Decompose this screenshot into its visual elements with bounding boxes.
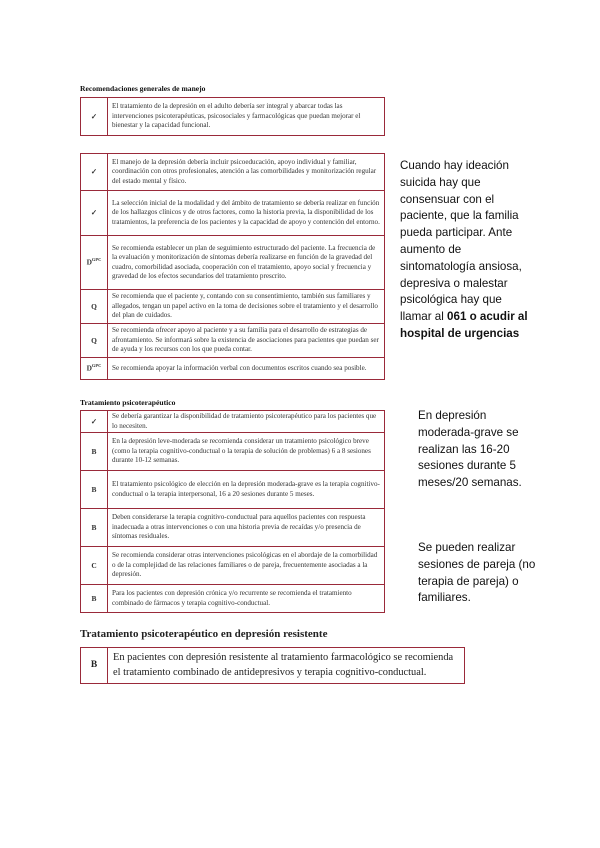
grade-cell: Q (81, 324, 108, 358)
grade-cell (81, 236, 108, 290)
grade-cell: B (81, 433, 108, 471)
table-row (81, 509, 385, 547)
recommendation-text: Se recomienda apoyar la información verbal con documentos escritos cuando sea posible. (108, 358, 385, 380)
grade-cell: ✓ (81, 98, 108, 136)
table-row (81, 236, 385, 290)
grade-cell: B (81, 648, 108, 684)
table-row (81, 585, 385, 613)
side-note-couple-sessions: Se pueden realizar sesiones de pareja (no terapia de pareja) o familiares. (418, 541, 536, 605)
table-management (80, 153, 385, 380)
table-row (81, 98, 385, 136)
section-title-psychotherapy: Tratamiento psicoterapéutico (80, 398, 176, 407)
recommendation-text: Deben considerarse la terapia cognitivo-conductual para aquellos pacientes con respuesta inadecuada a otras intervenciones o con una historia previa de recaídas y/o presencia de síntomas residuales. (108, 509, 385, 547)
recommendation-text: Para los pacientes con depresión crónica y/o recurrente se recomienda el tratamiento combinado de fármacos y terapia cognitivo-conductual. (108, 585, 385, 613)
table-row (81, 154, 385, 191)
table-row (81, 358, 385, 380)
recommendation-text: Se recomienda establecer un plan de seguimiento estructurado del paciente. La frecuencia de la evaluación y monitorización de síntomas debería realizarse en función de la gravedad del cuadro, comorbilidad asociada, cooperación con el tratamiento, apoyo social y frecuencia y gravedad de los efectos secundarios del tratamiento prescrito. (108, 236, 385, 290)
recommendation-text: El manejo de la depresión debería incluir psicoeducación, apoyo individual y familiar, coordinación con otros profesionales, atención a las comorbilidades y monitorización regular del estado mental y físico. (108, 154, 385, 191)
side-note-suicidal-ideation (400, 158, 530, 343)
recommendation-text: El tratamiento psicológico de elección en la depresión moderada-grave es la terapia cognitivo-conductual o la terapia interpersonal, 16 a 20 sesiones durante 5 meses. (108, 471, 385, 509)
grade-cell: ✓ (81, 191, 108, 236)
table-resistant (80, 647, 465, 684)
grade-cell: C (81, 547, 108, 585)
recommendation-text: El tratamiento de la depresión en el adulto debería ser integral y abarcar todas las intervenciones psicoterapéuticas, psicosociales y farmacológicas que puedan mejorar el bienestar y la capacidad funcional. (108, 98, 385, 136)
grade-letter: D (86, 363, 92, 373)
table-row (81, 324, 385, 358)
table-general (80, 97, 385, 136)
recommendation-text: En la depresión leve-moderada se recomienda considerar un tratamiento psicológico breve (como la terapia cognitivo-conductual o la terapia de solución de problemas) 6 a 8 sesiones durante 10-12 semanas. (108, 433, 385, 471)
section-title-general: Recomendaciones generales de manejo (80, 84, 206, 93)
grade-cell: B (81, 471, 108, 509)
table-row (81, 411, 385, 433)
recommendation-text: En pacientes con depresión resistente al tratamiento farmacológico se recomienda el tratamiento combinado de antidepresivos y terapia cognitivo-conductual. (108, 648, 465, 684)
side-note-moderate-severe: En depresión moderada-grave se realizan las 16-20 sesiones durante 5 meses/20 semanas. (418, 409, 522, 490)
table-psychotherapy (80, 410, 385, 613)
grade-letter: D (86, 257, 92, 267)
recommendation-text: Se recomienda considerar otras intervenciones psicológicas en el abordaje de la comorbilidad o de la complejidad de las relaciones familiares o de pareja, frecuentemente asociadas a la depresión. (108, 547, 385, 585)
section-title-resistant: Tratamiento psicoterapéutico en depresión resistente (80, 628, 328, 640)
recommendation-text: La selección inicial de la modalidad y del ámbito de tratamiento se debería realizar en función de los hallazgos clínicos y de otros factores, como la historia previa, la disponibilidad de los tratamientos, la preferencia de los pacientes y la capacidad de apoyo y contención del entorno. (108, 191, 385, 236)
recommendation-text: Se debería garantizar la disponibilidad de tratamiento psicoterapéutico para los pacientes que lo necesiten. (108, 411, 385, 433)
recommendation-text: Se recomienda que el paciente y, contando con su consentimiento, también sus familiares y allegados, tengan un papel activo en la toma de decisiones sobre el tratamiento y el desarrollo del plan de cuidados. (108, 290, 385, 324)
recommendation-text: Se recomienda ofrecer apoyo al paciente y a su familia para el desarrollo de estrategias de afrontamiento. Se informará sobre la existencia de asociaciones para pacientes que puedan ser de ayuda y los recursos con los que pueda contar. (108, 324, 385, 358)
note-text: Cuando hay ideación suicida hay que consensuar con el paciente, que la familia pueda participar. Ante aumento de sintomatología ansiosa, depresiva o malestar psicológica hay que llamar al (400, 159, 522, 324)
grade-cell (81, 358, 108, 380)
grade-superscript: GPC (91, 257, 102, 263)
grade-superscript: GPC (91, 363, 102, 369)
table-row (81, 471, 385, 509)
table-row (81, 433, 385, 471)
grade-cell: B (81, 509, 108, 547)
note-emphasis: 061 o acudir al hospital de urgencias (400, 310, 528, 340)
table-row (81, 191, 385, 236)
grade-cell: ✓ (81, 411, 108, 433)
grade-cell: Q (81, 290, 108, 324)
table-row (81, 547, 385, 585)
table-row (81, 648, 465, 684)
table-row (81, 290, 385, 324)
grade-cell: B (81, 585, 108, 613)
grade-cell: ✓ (81, 154, 108, 191)
